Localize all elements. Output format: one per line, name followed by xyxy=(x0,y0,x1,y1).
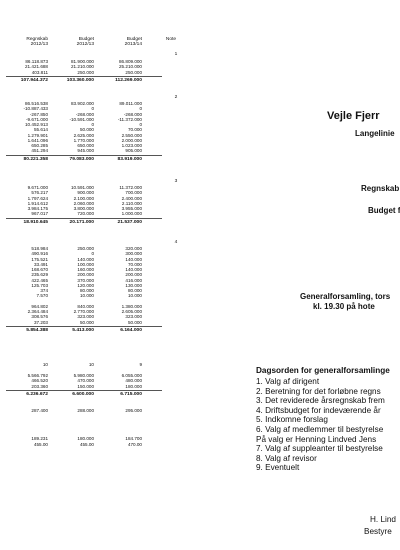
table-row: 203.360 xyxy=(31,383,48,389)
table-row: 3.955.000 xyxy=(121,206,142,211)
table-row: 2.550.000 xyxy=(121,132,142,138)
table-row: 83.902.000 xyxy=(71,101,94,106)
agenda-item: 1. Valg af dirigent xyxy=(256,377,320,386)
table-row: 11.372.000 xyxy=(119,185,142,190)
table-row: 2.625.000 xyxy=(73,132,94,138)
table-row: 9 xyxy=(139,362,142,367)
table-row: 10 xyxy=(88,362,94,367)
table-row: 70.000 xyxy=(127,261,142,267)
header-line: 2012/13 xyxy=(30,42,48,48)
table-row: 1.797.624 xyxy=(27,195,48,201)
table-row: 403.811 xyxy=(31,69,48,75)
table-row: 905.000 xyxy=(125,148,142,154)
table-row: 250.000 xyxy=(125,69,142,75)
table-row: -267.850 xyxy=(29,111,48,117)
table-row: 200.000 xyxy=(77,272,94,278)
table-row: 2.060.000 xyxy=(73,200,94,206)
table-row: 140.000 xyxy=(125,267,142,272)
table-row: 180.000 xyxy=(125,383,142,389)
table-row: 2.605.000 xyxy=(121,309,142,314)
table-row: 964.802 xyxy=(31,303,48,309)
table-row: 840.000 xyxy=(77,303,94,309)
sum-rule xyxy=(6,76,162,77)
table-row: 86.809.000 xyxy=(119,59,142,64)
signature-name: H. Lind xyxy=(370,515,396,524)
table-row: 50.000 xyxy=(79,127,94,133)
total-row: 6.600.000 xyxy=(72,391,94,397)
table-row: 470.00 xyxy=(127,442,142,447)
header-note xyxy=(162,37,180,42)
table-row: 320.000 xyxy=(125,246,142,251)
table-row: 0 xyxy=(139,122,142,127)
header-line: 2012/13 xyxy=(76,42,94,48)
table-row: -11.372.000 xyxy=(117,116,142,122)
table-row: 1.380.000 xyxy=(121,303,142,309)
header-budget-2013-14 xyxy=(100,37,142,47)
agenda-item: 9. Eventuelt xyxy=(256,463,300,473)
table-row: 1.279.901 xyxy=(27,132,48,138)
table-row: 100.000 xyxy=(77,261,94,267)
note-number: 4 xyxy=(174,240,178,245)
agenda-item: 6. Valg af medlemmer til bestyrelse xyxy=(256,424,384,434)
agenda-item: 3. Det reviderede årsregnskab frem xyxy=(256,396,385,406)
table-row: 10.000 xyxy=(79,293,94,299)
table-row: 235.629 xyxy=(31,272,48,278)
table-row: 0 xyxy=(91,251,94,257)
header-line: 2013/14 xyxy=(124,42,142,48)
table-row: 650.285 xyxy=(31,143,48,148)
table-row: 150.000 xyxy=(77,383,94,389)
table-row: 1.641.096 xyxy=(27,137,48,143)
table-row: 130.000 xyxy=(125,282,142,288)
table-row: 455.00 xyxy=(33,442,48,447)
table-row: 288.000 xyxy=(77,408,94,413)
table-row: 518.984 xyxy=(31,246,48,251)
table-row: 466.520 xyxy=(31,378,48,384)
total-row: 6.164.000 xyxy=(120,327,142,333)
sum-rule xyxy=(6,390,162,391)
table-row: -9.671.000 xyxy=(26,116,48,122)
total-row: 20.171.000 xyxy=(69,219,94,225)
table-row: 0 xyxy=(139,106,142,112)
table-row: 50.000 xyxy=(127,319,142,325)
note-number: 3 xyxy=(174,179,178,184)
budget-heading: Budget f xyxy=(368,206,400,215)
table-row: 70.000 xyxy=(127,127,142,133)
table-row: 140.000 xyxy=(77,256,94,262)
table-row: 3.800.000 xyxy=(73,206,94,211)
table-row: 370.000 xyxy=(77,277,94,283)
table-row: 10.591.000 xyxy=(71,185,94,190)
table-row: 10.000 xyxy=(127,293,142,299)
table-row: -10.591.000 xyxy=(69,116,94,122)
table-row: 120.000 xyxy=(77,282,94,288)
total-row: 79.083.000 xyxy=(69,156,94,162)
table-row: 10 xyxy=(42,362,48,367)
table-row: 1.000.000 xyxy=(121,211,142,217)
table-row: -10.887.433 xyxy=(23,106,48,112)
table-row: 9.671.000 xyxy=(27,185,48,190)
table-row: 295.000 xyxy=(125,408,142,413)
table-row: 86.118.873 xyxy=(25,59,48,64)
meeting-line: Generalforsamling, tors xyxy=(300,292,391,301)
total-row: 6.715.000 xyxy=(120,391,142,397)
table-row: 55.614 xyxy=(33,127,48,133)
table-row: 374 xyxy=(40,288,48,293)
table-row: 0 xyxy=(91,106,94,112)
note-number: 1 xyxy=(174,52,178,57)
header-line: Note xyxy=(165,37,177,42)
table-row: 180.000 xyxy=(77,436,94,441)
address: Langelinie xyxy=(355,129,395,138)
sum-rule xyxy=(6,326,162,327)
total-row: 103.360.000 xyxy=(66,77,94,83)
total-row: 112.269.000 xyxy=(115,77,142,83)
meeting-time: kl. 19.30 på hote xyxy=(313,302,375,311)
table-row: 287.400 xyxy=(31,408,48,413)
header-line: Budget xyxy=(78,37,94,42)
table-row: 175.521 xyxy=(31,256,48,262)
table-row: 7.570 xyxy=(36,293,48,299)
agenda-item: 5. Indkomne forslag xyxy=(256,415,328,425)
table-row: 160.000 xyxy=(77,267,94,272)
table-row: -268.000 xyxy=(75,111,94,117)
table-row: 250.000 xyxy=(77,69,94,75)
agenda-item: På valg er Henning Lindved Jens xyxy=(256,434,377,444)
total-row: 21.537.000 xyxy=(117,219,142,225)
table-row: 184.700 xyxy=(125,436,142,441)
table-row: 422.465 xyxy=(31,277,48,283)
table-row: 5.566.792 xyxy=(27,373,48,378)
header-line: Budget xyxy=(126,37,142,42)
table-row: 6.055.000 xyxy=(121,373,142,378)
sum-rule xyxy=(6,218,162,219)
table-row: 250.000 xyxy=(77,246,94,251)
table-row: 470.000 xyxy=(77,378,94,384)
signature-role: Bestyre xyxy=(364,527,392,536)
table-row: 2.000.000 xyxy=(121,137,142,143)
note-number: 2 xyxy=(174,95,178,100)
total-row: 18.910.645 xyxy=(23,219,48,225)
agenda-item: 2. Beretning for det forløbne regns xyxy=(256,386,381,396)
table-row: 700.000 xyxy=(125,190,142,196)
table-row: 416.000 xyxy=(125,277,142,283)
table-row: 21.210.000 xyxy=(71,64,94,70)
table-row: 455.00 xyxy=(79,442,94,447)
table-row: 2.364.484 xyxy=(27,309,48,314)
table-row: 300.000 xyxy=(125,251,142,257)
table-row: -268.000 xyxy=(123,111,142,117)
table-row: 967.017 xyxy=(31,211,48,217)
table-row: 1.023.000 xyxy=(121,143,142,148)
table-row: 720.000 xyxy=(77,211,94,217)
table-row: 1.914.612 xyxy=(27,200,48,206)
total-row: 5.413.000 xyxy=(72,327,94,333)
table-row: 308.576 xyxy=(31,314,48,320)
table-row: 945.000 xyxy=(77,148,94,154)
table-row: 5.980.000 xyxy=(73,373,94,378)
table-row: 650.000 xyxy=(77,143,94,148)
header-regnskab-2012-13 xyxy=(6,37,48,47)
header-budget-2012-13 xyxy=(52,37,94,47)
table-row: 25.210.000 xyxy=(119,64,142,70)
total-row: 83.919.000 xyxy=(117,156,142,162)
total-row: 5.854.388 xyxy=(26,327,48,333)
table-row: 900.000 xyxy=(77,190,94,196)
table-row: 0 xyxy=(91,122,94,127)
table-row: 2.100.000 xyxy=(73,195,94,201)
table-row: 37.203 xyxy=(33,319,48,325)
table-row: 140.000 xyxy=(125,256,142,262)
sum-rule xyxy=(6,155,162,156)
table-row: 2.770.000 xyxy=(73,309,94,314)
total-row: 107.944.372 xyxy=(20,77,48,83)
table-row: 200.000 xyxy=(125,272,142,278)
agenda-item: 8. Valg af revisor xyxy=(256,453,317,463)
table-row: 451.294 xyxy=(31,148,48,154)
regnskab-heading: Regnskab xyxy=(361,184,400,193)
table-row: 50.000 xyxy=(79,319,94,325)
total-row: 6.236.672 xyxy=(26,391,48,397)
table-row: 3.984.175 xyxy=(27,206,48,211)
agenda-list xyxy=(256,377,385,473)
table-row: 323.000 xyxy=(77,314,94,320)
table-row: 125.703 xyxy=(31,282,48,288)
table-row: 2.400.000 xyxy=(121,195,142,201)
agenda-item: 7. Valg af suppleanter til bestyrelse xyxy=(256,444,383,454)
table-row: 323.000 xyxy=(125,314,142,320)
table-row: 2.110.000 xyxy=(121,200,142,206)
table-row: 189.231 xyxy=(31,436,48,441)
table-row: 10.452.913 xyxy=(25,122,48,127)
table-row: 576.217 xyxy=(31,190,48,196)
total-row: 80.221.358 xyxy=(23,156,48,162)
table-row: 86.516.538 xyxy=(25,101,48,106)
table-row: 21.421.688 xyxy=(25,64,48,70)
table-row: 168.670 xyxy=(31,267,48,272)
agenda-item: 4. Driftsbudget for indeværende år xyxy=(256,405,381,415)
header-line: Regnskab xyxy=(26,37,48,42)
agenda-title: Dagsorden for generalforsamlinge xyxy=(256,366,390,375)
association-title: Vejle Fjerr xyxy=(327,110,380,122)
table-row: 80.000 xyxy=(127,288,142,293)
table-row: 490.916 xyxy=(31,251,48,257)
table-row: 480.000 xyxy=(125,378,142,384)
table-row: 33.491 xyxy=(33,261,48,267)
table-row: 81.900.000 xyxy=(71,59,94,64)
table-row: 80.000 xyxy=(79,288,94,293)
table-row: 1.770.000 xyxy=(73,137,94,143)
table-row: 89.011.000 xyxy=(119,101,142,106)
